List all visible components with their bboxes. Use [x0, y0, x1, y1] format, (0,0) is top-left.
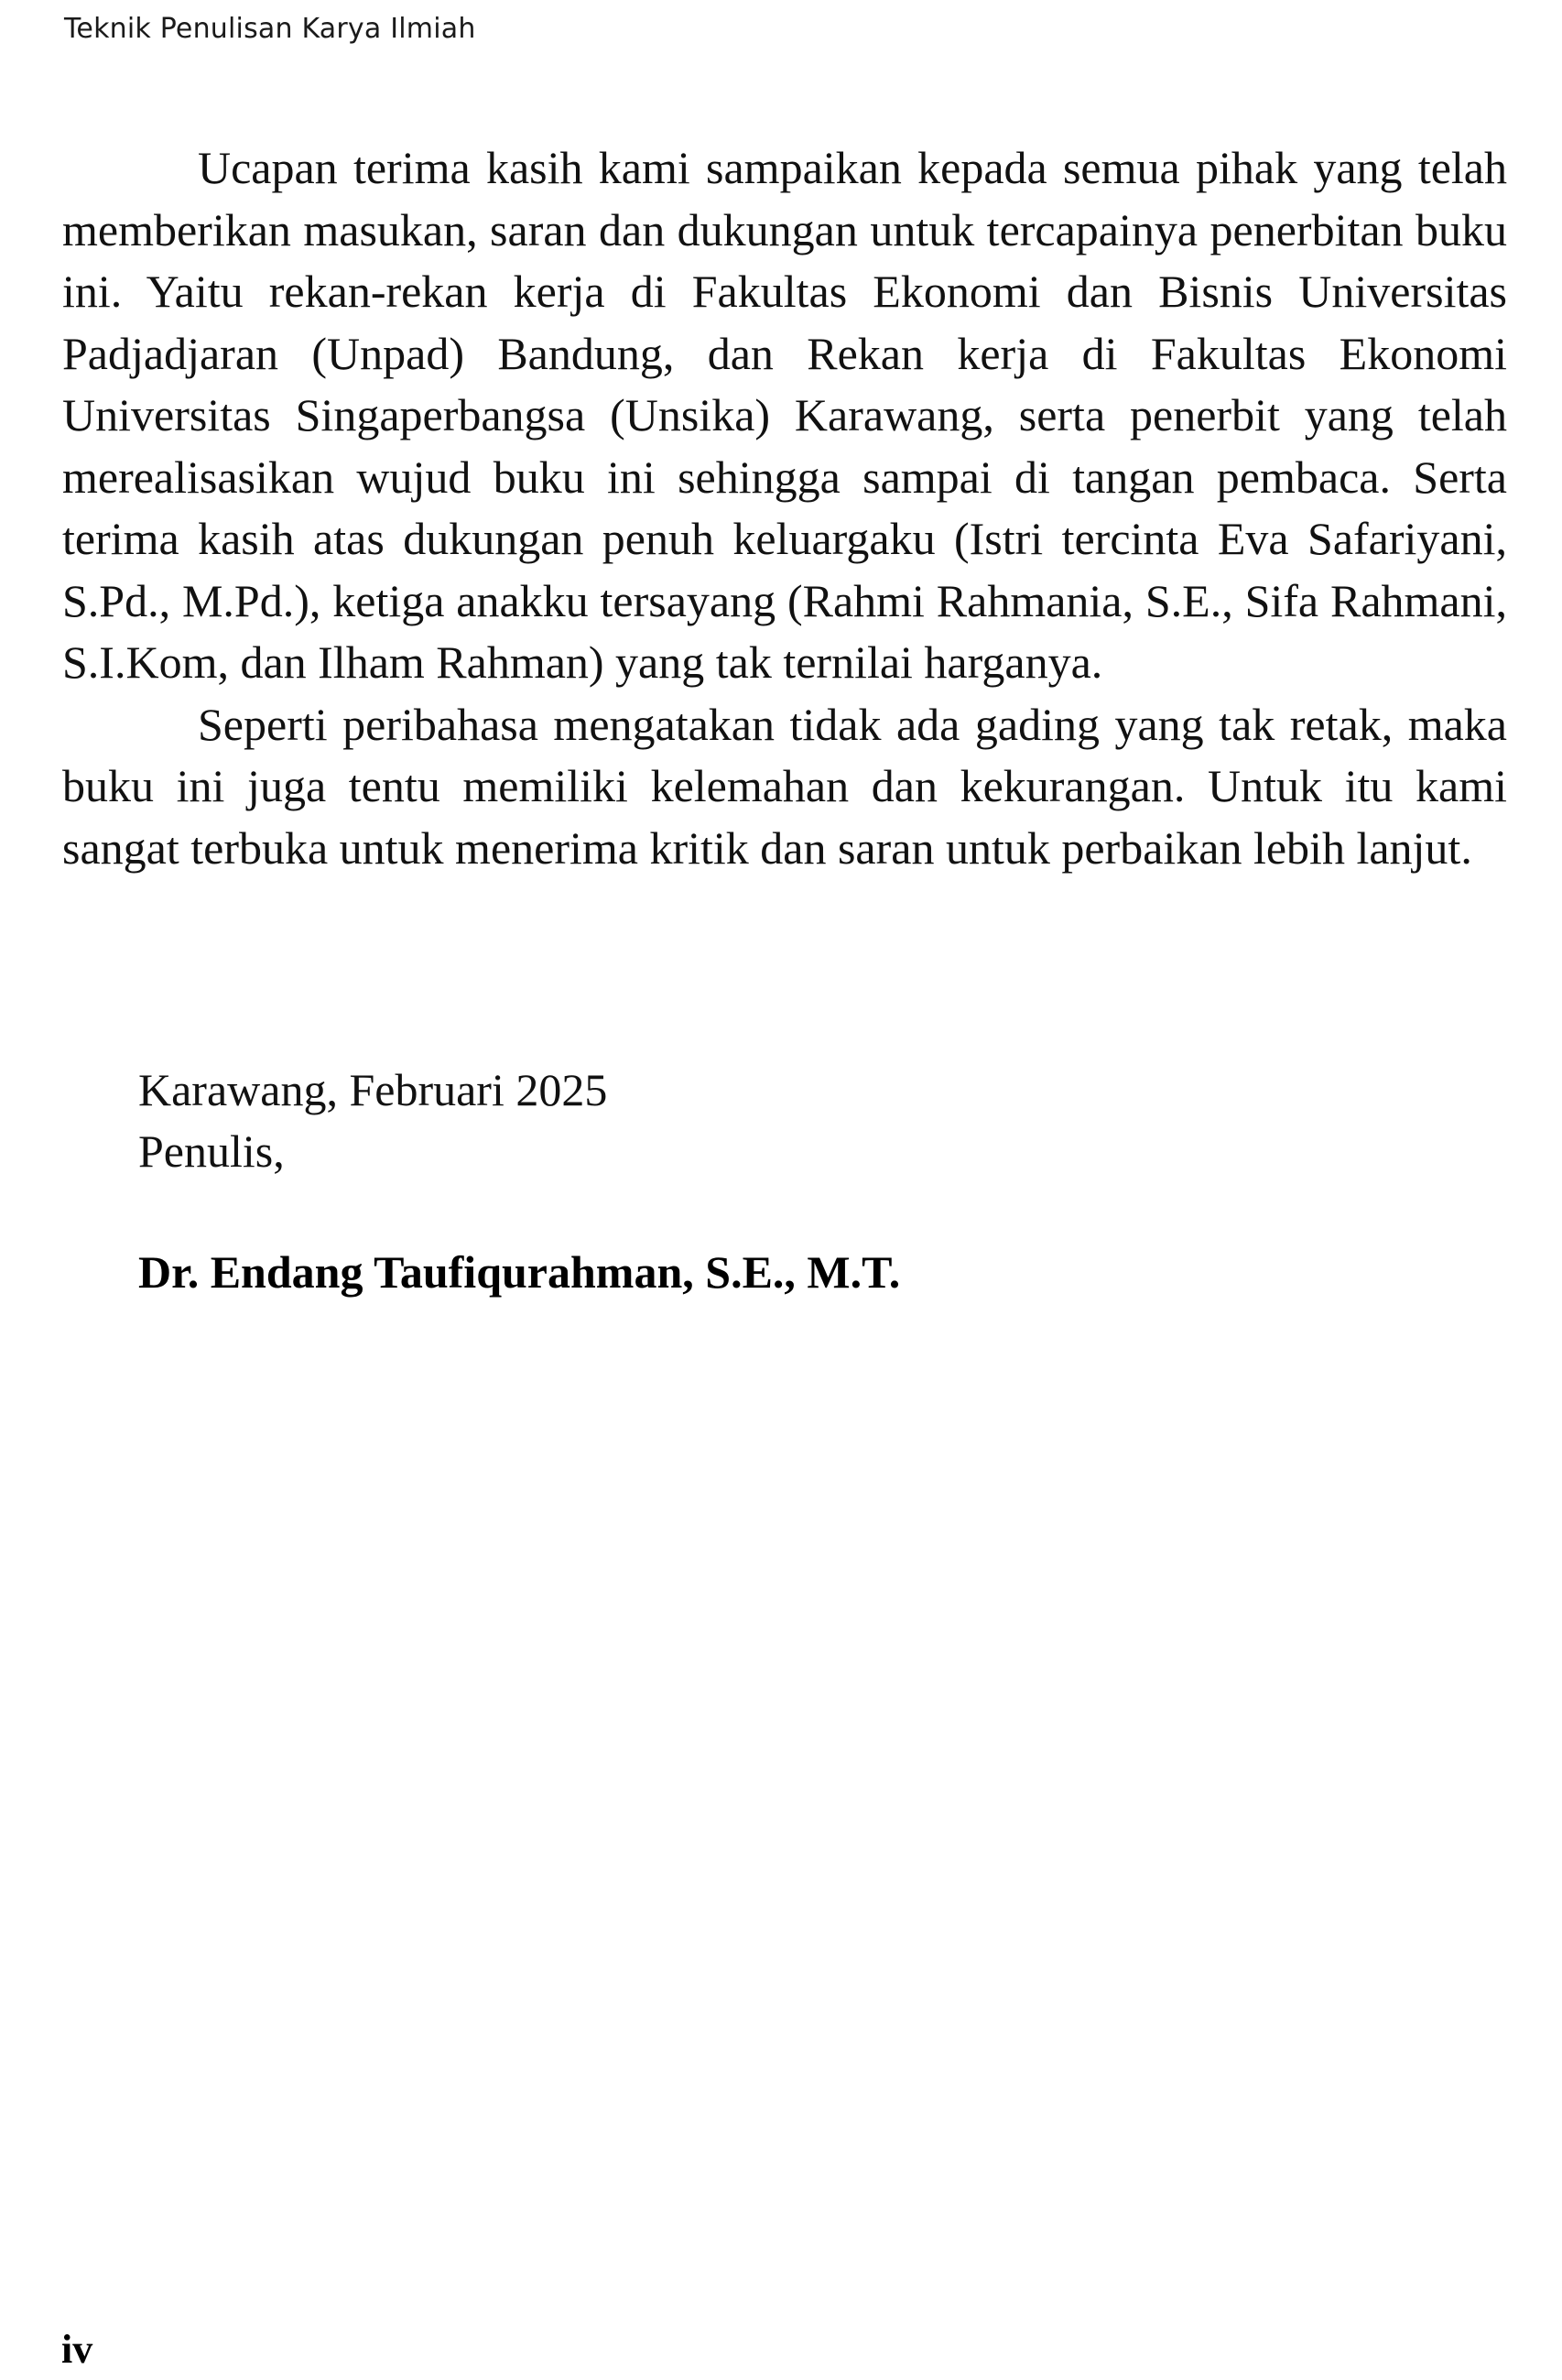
place-date: Karawang, Februari 2025 [138, 1064, 608, 1115]
author-name: Dr. Endang Taufiqurahman, S.E., M.T. [138, 1246, 901, 1298]
closing-block [138, 1060, 607, 1182]
paragraph-acknowledgement: Ucapan terima kasih kami sampaikan kepada semua pihak yang telah memberikan masukan, saran dan dukungan untuk tercapainya penerbitan buku ini. Yaitu rekan-rekan kerja di Fakultas Ekonomi dan Bisnis Universitas Padjadjaran (Unpad) Bandung, dan Rekan kerja di Fakultas Ekonomi Universitas Singaperbangsa (Unsika) Karawang, serta penerbit yang telah merealisasikan wujud buku ini sehingga sampai di tangan pembaca. Serta terima kasih atas dukungan penuh keluargaku (Istri tercinta Eva Safariyani, S.Pd., M.Pd.), ketiga anakku tersayang (Rahmi Rahmania, S.E., Sifa Rahmani, S.I.Kom, dan Ilham Rahman) yang tak ternilai harganya. [62, 142, 1507, 688]
acknowledgement-body [62, 137, 1507, 879]
running-header-title: Teknik Penulisan Karya Ilmiah [64, 13, 476, 45]
page-number: iv [61, 2327, 93, 2372]
paragraph-closing-remark: Seperti peribahasa mengatakan tidak ada gading yang tak retak, maka buku ini juga tentu memiliki kelemahan dan kekurangan. Untuk itu kami sangat terbuka untuk menerima kritik dan saran untuk perbaikan lebih lanjut. [62, 698, 1507, 874]
author-role: Penulis, [138, 1125, 285, 1177]
